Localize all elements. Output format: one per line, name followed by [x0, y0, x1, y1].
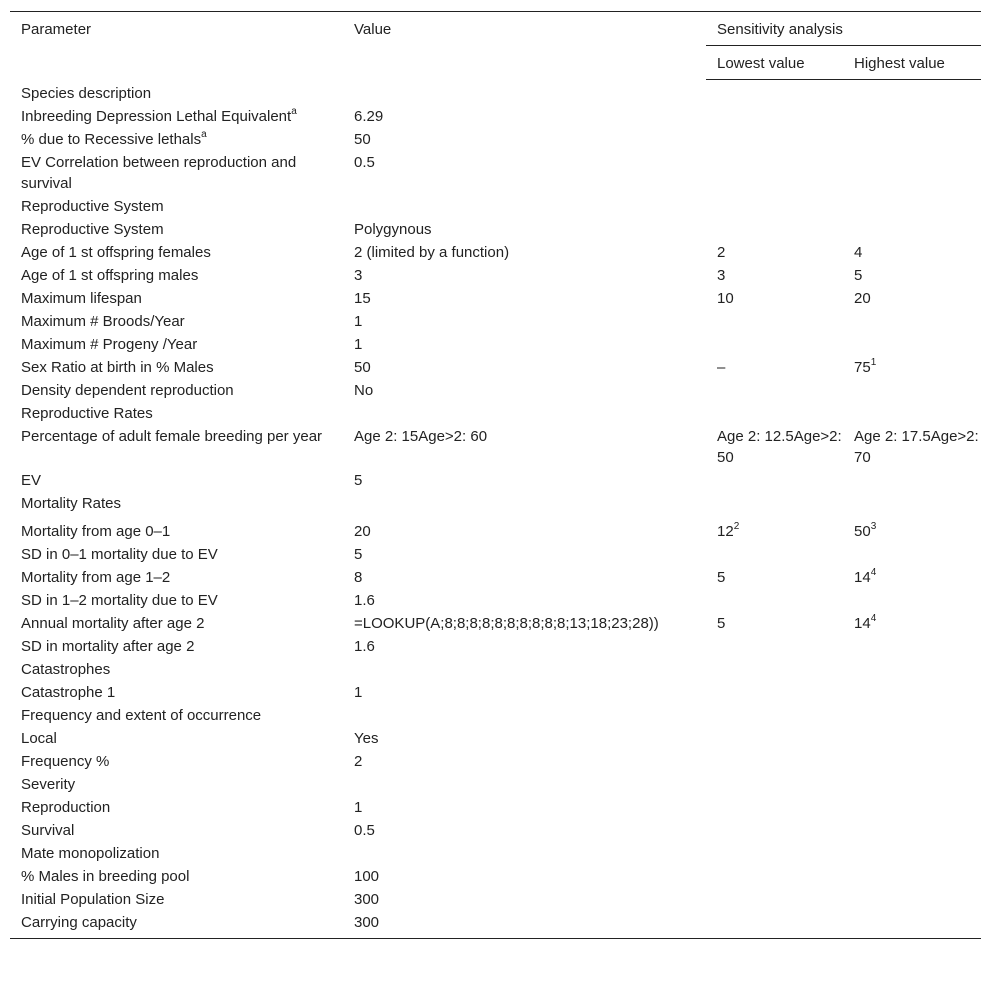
- cell-value: [343, 356, 706, 379]
- cell-highest-value: [843, 402, 981, 425]
- cell-highest-value: [843, 310, 981, 333]
- cell-lowest-value: [706, 796, 843, 819]
- cell-parameter-text: Local: [21, 729, 57, 747]
- cell-parameter: [10, 195, 343, 218]
- table-row: [10, 750, 981, 773]
- cell-value-text: =LOOKUP(A;8;8;8;8;8;8;8;8;8;8;13;18;23;28)): [354, 614, 659, 632]
- cell-highest-value: [843, 425, 981, 469]
- cell-highest-value-text: 50: [854, 522, 871, 540]
- footnote-marker: 1: [870, 356, 877, 368]
- cell-lowest-value-text: Age 2: 12.5Age>2: 50: [717, 427, 842, 466]
- cell-highest-value: [843, 128, 981, 151]
- cell-highest-value: [843, 911, 981, 939]
- cell-parameter: [10, 379, 343, 402]
- table-row: [10, 911, 981, 939]
- cell-lowest-value: [706, 520, 843, 543]
- cell-lowest-value-text: 5: [717, 568, 726, 586]
- cell-parameter-text: Reproductive Rates: [21, 404, 153, 422]
- cell-value: [343, 195, 706, 218]
- cell-parameter: [10, 612, 343, 635]
- cell-parameter-text: SD in 0–1 mortality due to EV: [21, 545, 218, 563]
- cell-parameter: [10, 589, 343, 612]
- table-row: [10, 402, 981, 425]
- cell-parameter: [10, 796, 343, 819]
- cell-lowest-value: [706, 333, 843, 356]
- footnote-marker: a: [291, 105, 297, 117]
- cell-highest-value: [843, 80, 981, 105]
- cell-lowest-value: [706, 264, 843, 287]
- header-value: Value: [354, 21, 392, 38]
- cell-value-text: 1: [354, 312, 363, 330]
- table-row: [10, 492, 981, 520]
- cell-value: [343, 888, 706, 911]
- cell-value: [343, 658, 706, 681]
- table-row: [10, 819, 981, 842]
- cell-parameter: [10, 658, 343, 681]
- cell-value: [343, 566, 706, 589]
- cell-value-text: No: [354, 381, 374, 399]
- cell-lowest-value: [706, 727, 843, 750]
- cell-parameter: [10, 566, 343, 589]
- table-row: [10, 195, 981, 218]
- cell-value-text: 3: [354, 266, 363, 284]
- table-row: [10, 842, 981, 865]
- cell-parameter-text: Inbreeding Depression Lethal Equivalent: [21, 107, 292, 125]
- cell-highest-value: [843, 635, 981, 658]
- footnote-marker: a: [201, 128, 207, 140]
- cell-value: [343, 218, 706, 241]
- table-row: [10, 773, 981, 796]
- header-sensitivity-analysis: Sensitivity analysis: [706, 12, 981, 46]
- cell-parameter: [10, 310, 343, 333]
- cell-parameter-text: Carrying capacity: [21, 913, 137, 931]
- table-row: [10, 264, 981, 287]
- cell-lowest-value: [706, 105, 843, 128]
- table-row: [10, 310, 981, 333]
- cell-lowest-value: [706, 819, 843, 842]
- table-row: [10, 658, 981, 681]
- cell-parameter: [10, 635, 343, 658]
- cell-parameter-text: Frequency %: [21, 752, 110, 770]
- cell-value-text: Polygynous: [354, 220, 432, 238]
- parameter-table-container: [10, 11, 981, 939]
- table-row: [10, 356, 981, 379]
- cell-value-text: 2 (limited by a function): [354, 243, 510, 261]
- table-row: [10, 333, 981, 356]
- parameter-table: [10, 11, 981, 939]
- cell-lowest-value-text: 10: [717, 289, 734, 307]
- cell-lowest-value: [706, 310, 843, 333]
- header-row-1: [10, 12, 981, 46]
- cell-highest-value: [843, 105, 981, 128]
- cell-value-text: 1: [354, 335, 363, 353]
- cell-value: [343, 727, 706, 750]
- cell-highest-value: [843, 520, 981, 543]
- cell-highest-value: [843, 492, 981, 520]
- table-row: [10, 635, 981, 658]
- cell-lowest-value-text: –: [717, 358, 726, 376]
- cell-value: [343, 128, 706, 151]
- cell-parameter-text: Mortality Rates: [21, 494, 122, 512]
- cell-highest-value: [843, 865, 981, 888]
- cell-value: [343, 704, 706, 727]
- cell-value: [343, 379, 706, 402]
- cell-parameter-text: Percentage of adult female breeding per year: [21, 427, 323, 445]
- cell-value-text: 15: [354, 289, 371, 307]
- cell-lowest-value: [706, 425, 843, 469]
- cell-parameter-text: Maximum lifespan: [21, 289, 142, 307]
- cell-value-text: 300: [354, 890, 380, 908]
- cell-parameter: [10, 750, 343, 773]
- header-parameter: Parameter: [21, 21, 92, 38]
- cell-parameter: [10, 469, 343, 492]
- cell-highest-value: [843, 727, 981, 750]
- cell-value: [343, 492, 706, 520]
- cell-parameter: [10, 911, 343, 939]
- cell-value-text: 1.6: [354, 591, 375, 609]
- cell-highest-value: [843, 264, 981, 287]
- cell-parameter-text: Annual mortality after age 2: [21, 614, 205, 632]
- cell-highest-value-text: 4: [854, 243, 863, 261]
- cell-lowest-value-text: 2: [717, 243, 726, 261]
- cell-parameter-text: Reproductive System: [21, 197, 164, 215]
- cell-value-text: 8: [354, 568, 363, 586]
- cell-parameter: [10, 492, 343, 520]
- cell-lowest-value: [706, 589, 843, 612]
- cell-lowest-value: [706, 842, 843, 865]
- table-body: [10, 80, 981, 939]
- cell-parameter-text: Age of 1 st offspring males: [21, 266, 199, 284]
- cell-lowest-value: [706, 151, 843, 195]
- cell-lowest-value: [706, 356, 843, 379]
- table-row: [10, 287, 981, 310]
- cell-highest-value: [843, 218, 981, 241]
- cell-highest-value: [843, 543, 981, 566]
- cell-parameter: [10, 543, 343, 566]
- cell-highest-value: [843, 681, 981, 704]
- cell-lowest-value: [706, 379, 843, 402]
- cell-lowest-value: [706, 195, 843, 218]
- table-row: [10, 612, 981, 635]
- cell-highest-value-text: 75: [854, 358, 871, 376]
- cell-highest-value-text: 14: [854, 568, 871, 586]
- cell-parameter: [10, 773, 343, 796]
- cell-lowest-value-text: 12: [717, 522, 734, 540]
- cell-highest-value: [843, 195, 981, 218]
- cell-parameter-text: Survival: [21, 821, 75, 839]
- table-row: [10, 888, 981, 911]
- cell-highest-value: [843, 888, 981, 911]
- table-row: [10, 727, 981, 750]
- cell-value-text: 300: [354, 913, 380, 931]
- cell-highest-value: [843, 796, 981, 819]
- cell-parameter: [10, 402, 343, 425]
- cell-highest-value-text: 5: [854, 266, 863, 284]
- cell-highest-value: [843, 589, 981, 612]
- cell-highest-value: [843, 704, 981, 727]
- cell-value: [343, 911, 706, 939]
- footnote-marker: 4: [870, 566, 877, 578]
- cell-highest-value: [843, 566, 981, 589]
- cell-value-text: 20: [354, 522, 371, 540]
- table-row: [10, 543, 981, 566]
- cell-value-text: 1: [354, 683, 363, 701]
- cell-value: [343, 842, 706, 865]
- cell-value: [343, 543, 706, 566]
- cell-highest-value: [843, 287, 981, 310]
- cell-highest-value: [843, 819, 981, 842]
- cell-lowest-value: [706, 704, 843, 727]
- cell-parameter: [10, 333, 343, 356]
- cell-parameter-text: Severity: [21, 775, 76, 793]
- cell-lowest-value: [706, 80, 843, 105]
- footnote-marker: 3: [870, 520, 877, 532]
- cell-lowest-value: [706, 566, 843, 589]
- cell-highest-value: [843, 151, 981, 195]
- cell-lowest-value: [706, 492, 843, 520]
- cell-lowest-value: [706, 911, 843, 939]
- cell-value: [343, 310, 706, 333]
- table-row: [10, 566, 981, 589]
- cell-lowest-value: [706, 750, 843, 773]
- cell-lowest-value: [706, 469, 843, 492]
- cell-lowest-value: [706, 218, 843, 241]
- cell-value: [343, 865, 706, 888]
- cell-parameter-text: Mortality from age 0–1: [21, 522, 171, 540]
- cell-value: [343, 589, 706, 612]
- cell-value-text: 2: [354, 752, 363, 770]
- cell-highest-value: [843, 356, 981, 379]
- cell-lowest-value: [706, 635, 843, 658]
- cell-parameter: [10, 425, 343, 469]
- cell-lowest-value: [706, 773, 843, 796]
- cell-value: [343, 612, 706, 635]
- cell-lowest-value: [706, 241, 843, 264]
- cell-parameter-text: % Males in breeding pool: [21, 867, 190, 885]
- cell-highest-value: [843, 241, 981, 264]
- cell-parameter-text: Catastrophes: [21, 660, 111, 678]
- table-row: [10, 80, 981, 105]
- cell-parameter-text: Sex Ratio at birth in % Males: [21, 358, 214, 376]
- cell-value-text: 50: [354, 130, 371, 148]
- cell-value-text: 1: [354, 798, 363, 816]
- cell-parameter-text: SD in 1–2 mortality due to EV: [21, 591, 218, 609]
- cell-lowest-value: [706, 658, 843, 681]
- cell-parameter-text: SD in mortality after age 2: [21, 637, 195, 655]
- table-row: [10, 218, 981, 241]
- table-row: [10, 589, 981, 612]
- cell-parameter-text: EV: [21, 471, 42, 489]
- cell-parameter-text: Mate monopolization: [21, 844, 160, 862]
- cell-value-text: 100: [354, 867, 380, 885]
- cell-lowest-value: [706, 612, 843, 635]
- cell-parameter: [10, 704, 343, 727]
- cell-value: [343, 105, 706, 128]
- cell-parameter: [10, 888, 343, 911]
- footnote-marker: 2: [733, 520, 740, 532]
- cell-parameter: [10, 356, 343, 379]
- header-lowest-value: Lowest value: [706, 46, 843, 80]
- cell-lowest-value: [706, 681, 843, 704]
- table-row: [10, 796, 981, 819]
- cell-highest-value: [843, 773, 981, 796]
- cell-value-text: 5: [354, 545, 363, 563]
- table-row: [10, 379, 981, 402]
- cell-parameter: [10, 520, 343, 543]
- cell-parameter-text: Maximum # Progeny /Year: [21, 335, 198, 353]
- cell-parameter-text: Maximum # Broods/Year: [21, 312, 185, 330]
- cell-parameter: [10, 287, 343, 310]
- cell-lowest-value-text: 5: [717, 614, 726, 632]
- cell-parameter: [10, 128, 343, 151]
- cell-parameter-text: EV Correlation between reproduction and survival: [21, 153, 297, 192]
- cell-parameter: [10, 264, 343, 287]
- cell-value: [343, 520, 706, 543]
- cell-highest-value: [843, 379, 981, 402]
- cell-value: [343, 796, 706, 819]
- table-row: [10, 425, 981, 469]
- table-row: [10, 128, 981, 151]
- table-row: [10, 520, 981, 543]
- cell-value: [343, 80, 706, 105]
- cell-parameter: [10, 681, 343, 704]
- cell-value: [343, 469, 706, 492]
- cell-parameter: [10, 842, 343, 865]
- cell-highest-value-text: 14: [854, 614, 871, 632]
- cell-value-text: 5: [354, 471, 363, 489]
- cell-parameter-text: Initial Population Size: [21, 890, 165, 908]
- table-row: [10, 865, 981, 888]
- cell-value: [343, 773, 706, 796]
- cell-parameter: [10, 727, 343, 750]
- cell-highest-value-text: 20: [854, 289, 871, 307]
- table-row: [10, 105, 981, 128]
- cell-parameter-text: Catastrophe 1: [21, 683, 116, 701]
- cell-parameter: [10, 241, 343, 264]
- cell-highest-value: [843, 842, 981, 865]
- cell-value-text: 6.29: [354, 107, 384, 125]
- cell-value: [343, 681, 706, 704]
- cell-lowest-value: [706, 888, 843, 911]
- cell-parameter-text: % due to Recessive lethals: [21, 130, 202, 148]
- cell-value-text: 0.5: [354, 821, 375, 839]
- table-row: [10, 681, 981, 704]
- cell-parameter-text: Frequency and extent of occurrence: [21, 706, 262, 724]
- cell-value: [343, 425, 706, 469]
- cell-value-text: Yes: [354, 729, 379, 747]
- footnote-marker: 4: [870, 612, 877, 624]
- table-row: [10, 241, 981, 264]
- cell-lowest-value: [706, 543, 843, 566]
- cell-value-text: 0.5: [354, 153, 375, 171]
- cell-highest-value: [843, 612, 981, 635]
- cell-parameter-text: Reproductive System: [21, 220, 164, 238]
- cell-parameter-text: Age of 1 st offspring females: [21, 243, 211, 261]
- cell-highest-value: [843, 750, 981, 773]
- cell-value: [343, 635, 706, 658]
- cell-value: [343, 264, 706, 287]
- cell-parameter: [10, 819, 343, 842]
- header-highest-value: Highest value: [843, 46, 981, 80]
- cell-value-text: 50: [354, 358, 371, 376]
- cell-lowest-value: [706, 865, 843, 888]
- table-row: [10, 704, 981, 727]
- cell-parameter: [10, 105, 343, 128]
- cell-value: [343, 333, 706, 356]
- cell-highest-value: [843, 469, 981, 492]
- cell-parameter-text: Mortality from age 1–2: [21, 568, 171, 586]
- table-row: [10, 151, 981, 195]
- cell-parameter-text: Reproduction: [21, 798, 111, 816]
- cell-lowest-value-text: 3: [717, 266, 726, 284]
- cell-parameter: [10, 865, 343, 888]
- cell-highest-value-text: Age 2: 17.5Age>2: 70: [854, 427, 979, 466]
- cell-value: [343, 750, 706, 773]
- table-header: [10, 12, 981, 80]
- cell-value: [343, 287, 706, 310]
- cell-value-text: Age 2: 15Age>2: 60: [354, 427, 488, 445]
- cell-lowest-value: [706, 402, 843, 425]
- cell-value: [343, 151, 706, 195]
- table-row: [10, 469, 981, 492]
- cell-lowest-value: [706, 128, 843, 151]
- cell-parameter: [10, 151, 343, 195]
- cell-lowest-value: [706, 287, 843, 310]
- cell-value: [343, 402, 706, 425]
- cell-parameter-text: Density dependent reproduction: [21, 381, 234, 399]
- cell-parameter: [10, 218, 343, 241]
- cell-value: [343, 241, 706, 264]
- cell-value-text: 1.6: [354, 637, 375, 655]
- cell-highest-value: [843, 658, 981, 681]
- cell-highest-value: [843, 333, 981, 356]
- cell-parameter: [10, 80, 343, 105]
- cell-value: [343, 819, 706, 842]
- cell-parameter-text: Species description: [21, 84, 152, 102]
